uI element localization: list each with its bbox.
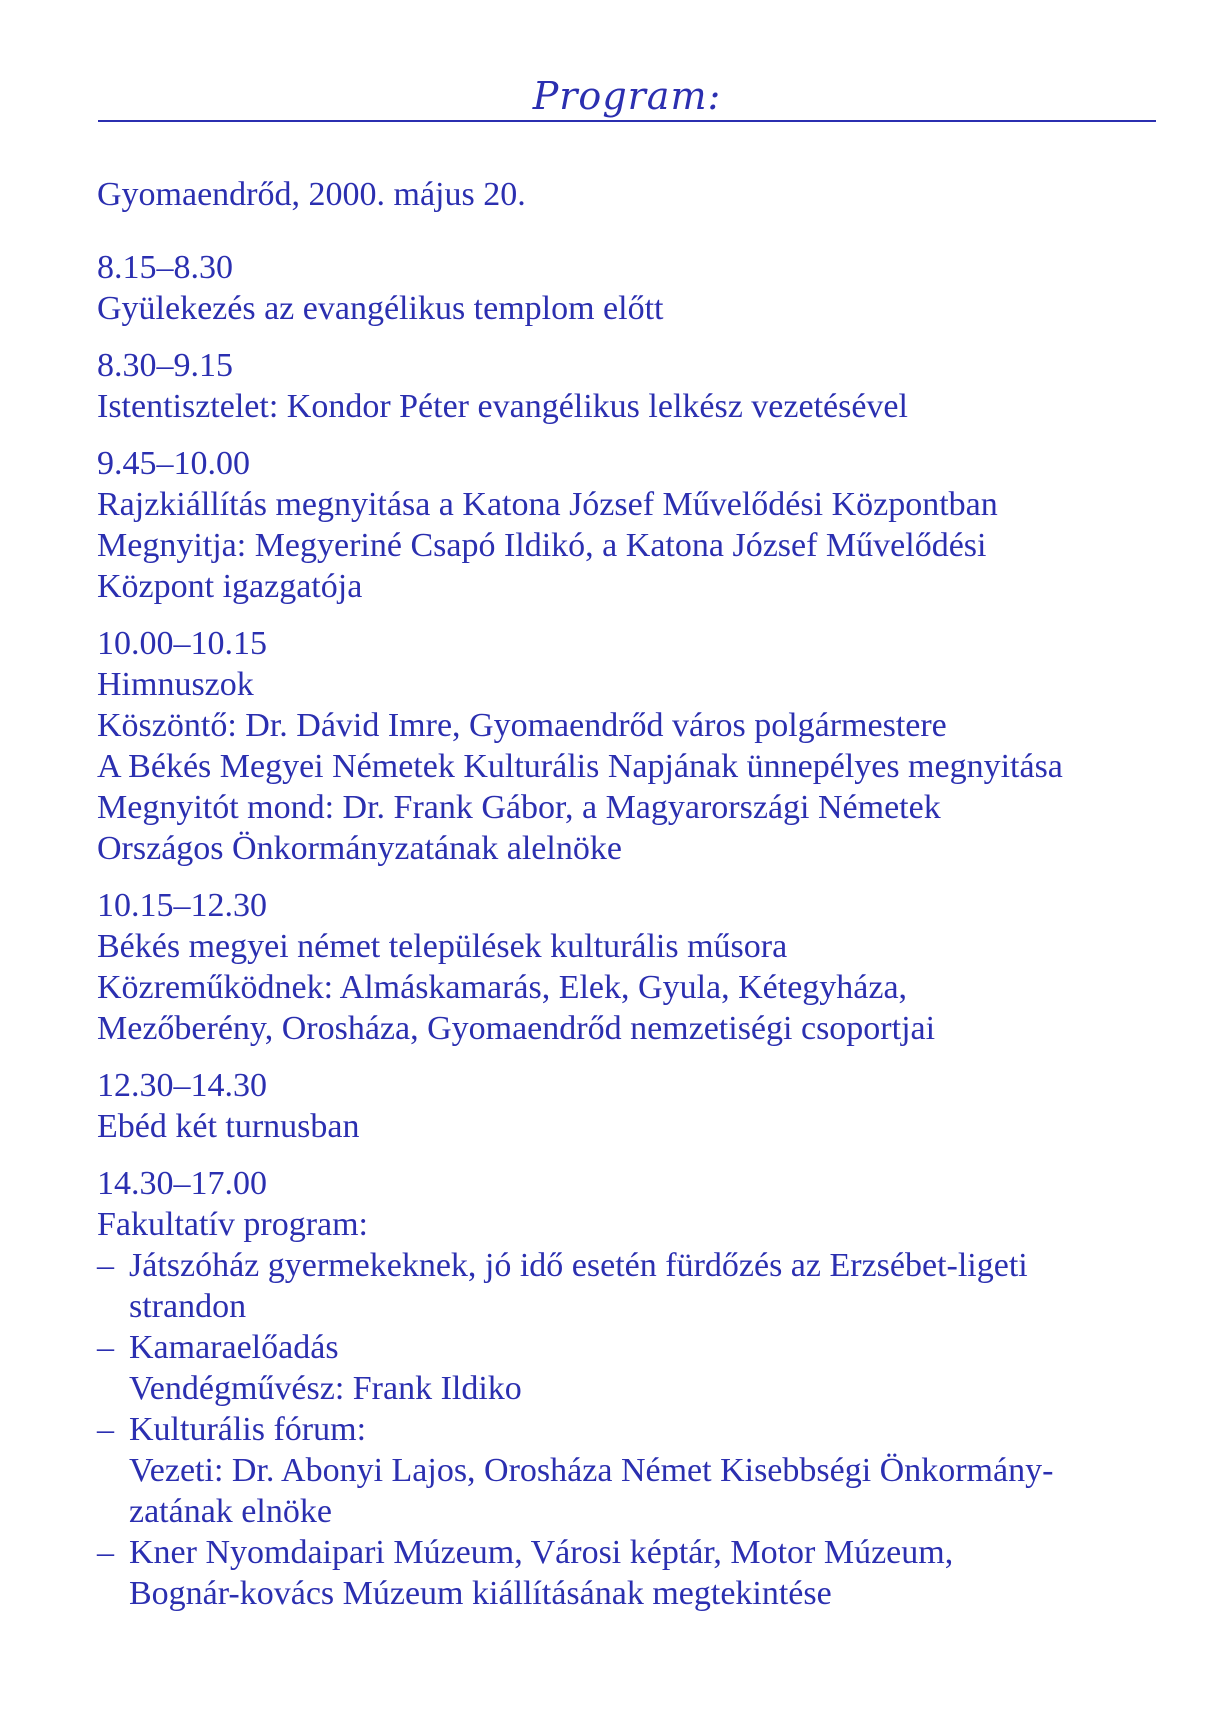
schedule-time: 14.30–17.00 (97, 1165, 267, 1202)
optional-program-item (97, 1327, 1177, 1409)
optional-program-line: Kulturális fórum: (129, 1411, 367, 1448)
optional-program-line: Játszóház gyermekeknek, jó idő esetén fürdőzés az Erzsébet-ligeti (129, 1247, 1028, 1284)
schedule-line: A Békés Megyei Németek Kulturális Napjának ünnepélyes megnyitása (97, 748, 1063, 785)
optional-program-line: Vendégművész: Frank Ildiko (129, 1370, 522, 1407)
optional-program-line: strandon (129, 1288, 247, 1325)
dash-marker: – (97, 1411, 114, 1448)
schedule-line: Köszöntő: Dr. Dávid Imre, Gyomaendrőd város polgármestere (97, 707, 947, 744)
schedule-block (97, 247, 1177, 329)
schedule-block (97, 345, 1177, 427)
schedule-line: Megnyitja: Megyeriné Csapó Ildikó, a Katona József Művelődési (97, 527, 987, 564)
program-content (97, 174, 1177, 1630)
schedule-line: Gyülekezés az evangélikus templom előtt (97, 290, 664, 327)
schedule-line: Békés megyei német települések kulturális műsora (97, 928, 788, 965)
schedule-block (97, 885, 1177, 1049)
schedule-block (97, 443, 1177, 607)
schedule-line: Központ igazgatója (97, 568, 363, 605)
optional-program-item (97, 1245, 1177, 1327)
optional-program-item (97, 1409, 1177, 1532)
schedule-line: Himnuszok (97, 666, 254, 703)
schedule-line: Fakultatív program: (97, 1206, 369, 1243)
dash-marker: – (97, 1329, 114, 1366)
schedule-line: Istentisztelet: Kondor Péter evangélikus lelkész vezetésével (97, 388, 908, 425)
optional-program-line: Vezeti: Dr. Abonyi Lajos, Orosháza Német Kisebbségi Önkormány- (129, 1452, 1054, 1489)
dash-marker: – (97, 1247, 114, 1284)
schedule-block (97, 1065, 1177, 1147)
schedule-line: Megnyitót mond: Dr. Frank Gábor, a Magyarországi Németek (97, 789, 941, 826)
schedule-time: 10.15–12.30 (97, 887, 267, 924)
schedule-line: Ebéd két turnusban (97, 1108, 360, 1145)
schedule-time: 8.15–8.30 (97, 249, 233, 286)
optional-program-line: Kamaraelőadás (129, 1329, 339, 1366)
schedule-time: 8.30–9.15 (97, 347, 233, 384)
page-title: Program: (532, 74, 722, 118)
optional-program-line: zatának elnöke (129, 1493, 332, 1530)
optional-program-line: Kner Nyomdaipari Múzeum, Városi képtár, Motor Múzeum, (129, 1534, 954, 1571)
schedule-time: 12.30–14.30 (97, 1067, 267, 1104)
schedule-block (97, 623, 1177, 869)
schedule-line: Mezőberény, Orosháza, Gyomaendrőd nemzetiségi csoportjai (97, 1010, 936, 1047)
optional-program-item (97, 1532, 1177, 1614)
schedule-time: 9.45–10.00 (97, 445, 250, 482)
schedule-time: 10.00–10.15 (97, 625, 267, 662)
event-date: Gyomaendrőd, 2000. május 20. (97, 176, 526, 213)
schedule-line: Országos Önkormányzatának alelnöke (97, 830, 622, 867)
schedule-line: Közreműködnek: Almáskamarás, Elek, Gyula, Kétegyháza, (97, 969, 908, 1006)
schedule-block (97, 1163, 1177, 1614)
dash-marker: – (97, 1534, 114, 1571)
schedule-line: Rajzkiállítás megnyitása a Katona József Művelődési Központban (97, 486, 998, 523)
title-row (98, 70, 1156, 126)
optional-program-line: Bognár-kovács Múzeum kiállításának megtekintése (129, 1575, 832, 1612)
